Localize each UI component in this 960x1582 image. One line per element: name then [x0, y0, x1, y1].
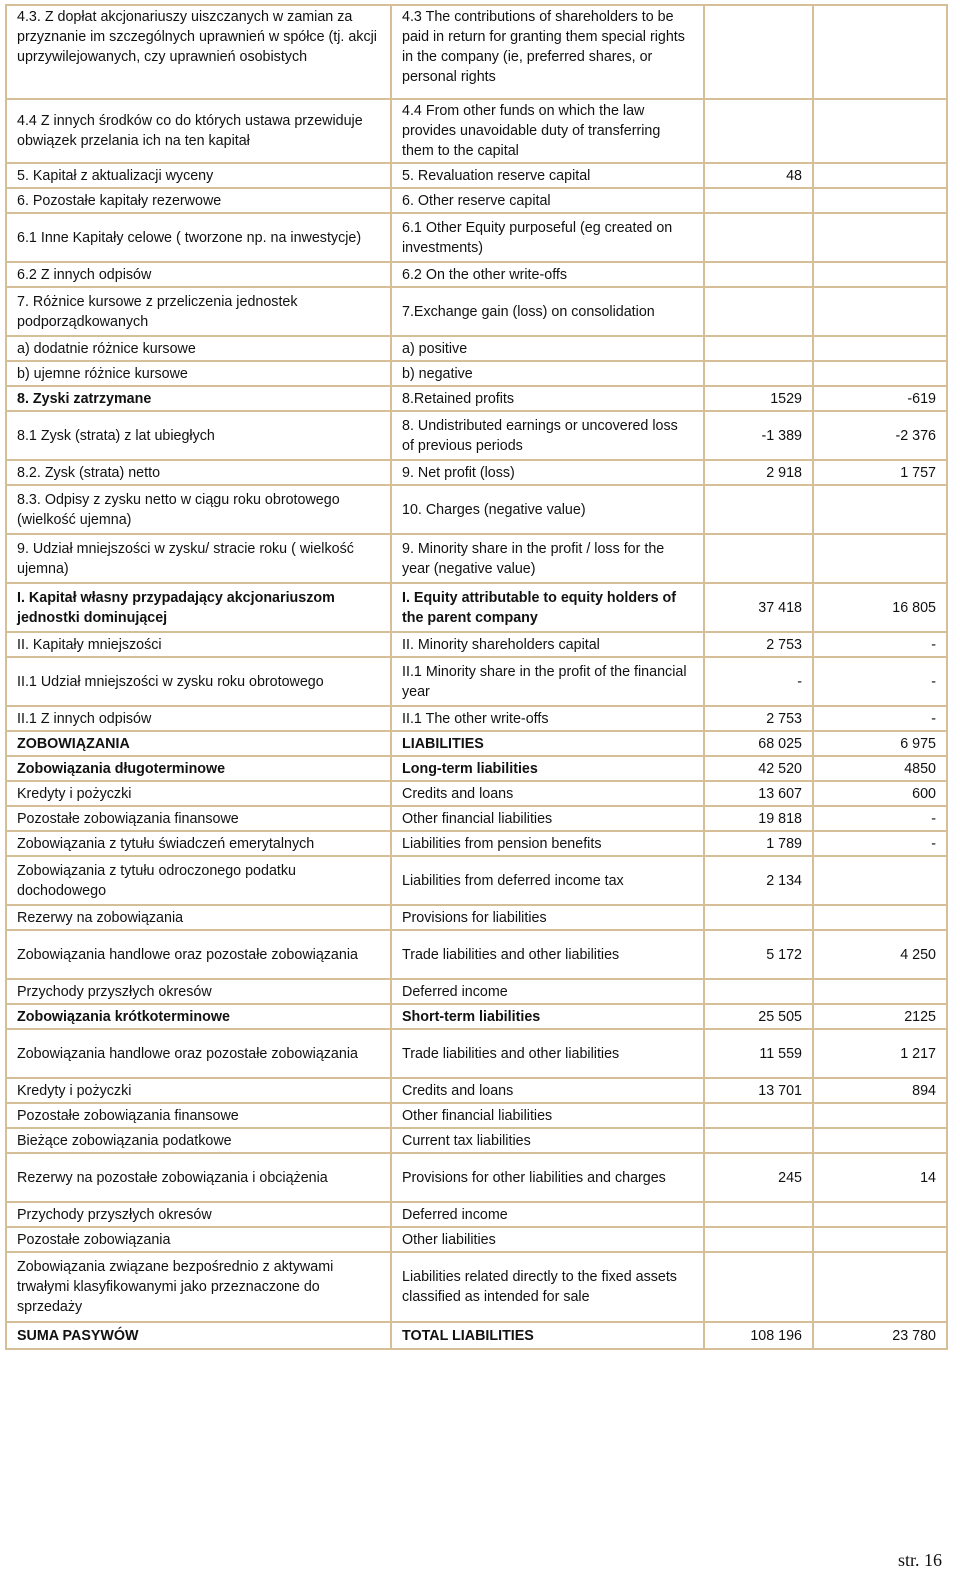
previous-period-value: 4850 [813, 756, 947, 781]
previous-period-value: 2125 [813, 1004, 947, 1029]
english-label-cell: Short-term liabilities [391, 1004, 704, 1029]
current-period-value: 68 025 [704, 731, 813, 756]
current-period-value [704, 287, 813, 336]
table-row [6, 411, 947, 460]
table-row [6, 163, 947, 188]
english-label-cell: Trade liabilities and other liabilities [391, 1029, 704, 1078]
current-period-value: 2 753 [704, 632, 813, 657]
table-row [6, 1029, 947, 1078]
table-row [6, 905, 947, 930]
previous-period-value: 1 217 [813, 1029, 947, 1078]
current-period-value [704, 1128, 813, 1153]
english-label-cell: Deferred income [391, 979, 704, 1004]
current-period-value: 19 818 [704, 806, 813, 831]
current-period-value [704, 336, 813, 361]
current-period-value: 2 918 [704, 460, 813, 485]
current-period-value: 1 789 [704, 831, 813, 856]
previous-period-value: - [813, 657, 947, 706]
table-row [6, 460, 947, 485]
polish-label-cell: Pozostałe zobowiązania [6, 1227, 391, 1252]
table-row [6, 262, 947, 287]
english-label-cell: Provisions for liabilities [391, 905, 704, 930]
table-row [6, 930, 947, 979]
previous-period-value [813, 1103, 947, 1128]
page-number: str. 16 [897, 1550, 942, 1570]
english-label-cell: 9. Minority share in the profit / loss for the year (negative value) [391, 534, 704, 583]
current-period-value: 245 [704, 1153, 813, 1202]
current-period-value [704, 99, 813, 163]
table-row [6, 1153, 947, 1202]
table-row [6, 99, 947, 163]
current-period-value [704, 534, 813, 583]
english-label-cell: 10. Charges (negative value) [391, 485, 704, 534]
previous-period-value [813, 213, 947, 262]
current-period-value: 42 520 [704, 756, 813, 781]
previous-period-value [813, 262, 947, 287]
previous-period-value: 16 805 [813, 583, 947, 632]
polish-label-cell: Zobowiązania handlowe oraz pozostałe zobowiązania [6, 930, 391, 979]
polish-label-cell: Zobowiązania związane bezpośrednio z aktywami trwałymi klasyfikowanymi jako przeznaczone do sprzedaży [6, 1252, 391, 1322]
polish-label-cell: 7. Różnice kursowe z przeliczenia jednostek podporządkowanych [6, 287, 391, 336]
previous-period-value [813, 287, 947, 336]
current-period-value: 25 505 [704, 1004, 813, 1029]
english-label-cell: I. Equity attributable to equity holders of the parent company [391, 583, 704, 632]
current-period-value: 1529 [704, 386, 813, 411]
current-period-value [704, 1202, 813, 1227]
english-label-cell: Provisions for other liabilities and charges [391, 1153, 704, 1202]
previous-period-value [813, 5, 947, 99]
polish-label-cell: Bieżące zobowiązania podatkowe [6, 1128, 391, 1153]
current-period-value: 108 196 [704, 1322, 813, 1349]
table-row [6, 336, 947, 361]
previous-period-value [813, 1202, 947, 1227]
english-label-cell: Liabilities from deferred income tax [391, 856, 704, 905]
polish-label-cell: 8.3. Odpisy z zysku netto w ciągu roku obrotowego (wielkość ujemna) [6, 485, 391, 534]
current-period-value: -1 389 [704, 411, 813, 460]
polish-label-cell: Rezerwy na pozostałe zobowiązania i obciążenia [6, 1153, 391, 1202]
english-label-cell: Liabilities related directly to the fixed assets classified as intended for sale [391, 1252, 704, 1322]
current-period-value [704, 905, 813, 930]
english-label-cell: 9. Net profit (loss) [391, 460, 704, 485]
previous-period-value: 1 757 [813, 460, 947, 485]
table-row [6, 1252, 947, 1322]
current-period-value [704, 485, 813, 534]
english-label-cell: a) positive [391, 336, 704, 361]
english-label-cell: Credits and loans [391, 1078, 704, 1103]
current-period-value: 37 418 [704, 583, 813, 632]
english-label-cell: Other financial liabilities [391, 806, 704, 831]
polish-label-cell: 6.1 Inne Kapitały celowe ( tworzone np. na inwestycje) [6, 213, 391, 262]
current-period-value: - [704, 657, 813, 706]
table-row [6, 485, 947, 534]
polish-label-cell: Przychody przyszłych okresów [6, 1202, 391, 1227]
polish-label-cell: 6.2 Z innych odpisów [6, 262, 391, 287]
previous-period-value [813, 99, 947, 163]
previous-period-value: - [813, 706, 947, 731]
previous-period-value: 23 780 [813, 1322, 947, 1349]
english-label-cell: II. Minority shareholders capital [391, 632, 704, 657]
current-period-value [704, 1252, 813, 1322]
english-label-cell: Other financial liabilities [391, 1103, 704, 1128]
polish-label-cell: Kredyty i pożyczki [6, 1078, 391, 1103]
table-row [6, 1128, 947, 1153]
table-row [6, 632, 947, 657]
polish-label-cell: Zobowiązania krótkoterminowe [6, 1004, 391, 1029]
previous-period-value [813, 485, 947, 534]
polish-label-cell: a) dodatnie różnice kursowe [6, 336, 391, 361]
table-row [6, 657, 947, 706]
polish-label-cell: b) ujemne różnice kursowe [6, 361, 391, 386]
current-period-value: 13 701 [704, 1078, 813, 1103]
table-row [6, 534, 947, 583]
english-label-cell: Liabilities from pension benefits [391, 831, 704, 856]
table-row [6, 386, 947, 411]
previous-period-value: - [813, 806, 947, 831]
english-label-cell: 8. Undistributed earnings or uncovered loss of previous periods [391, 411, 704, 460]
table-row [6, 1103, 947, 1128]
previous-period-value [813, 1128, 947, 1153]
current-period-value [704, 1103, 813, 1128]
table-row [6, 979, 947, 1004]
polish-label-cell: ZOBOWIĄZANIA [6, 731, 391, 756]
previous-period-value [813, 856, 947, 905]
previous-period-value: 14 [813, 1153, 947, 1202]
english-label-cell: Credits and loans [391, 781, 704, 806]
polish-label-cell: 5. Kapitał z aktualizacji wyceny [6, 163, 391, 188]
english-label-cell: 6.1 Other Equity purposeful (eg created on investments) [391, 213, 704, 262]
previous-period-value [813, 188, 947, 213]
table-row [6, 213, 947, 262]
current-period-value: 5 172 [704, 930, 813, 979]
polish-label-cell: 8.1 Zysk (strata) z lat ubiegłych [6, 411, 391, 460]
table-row [6, 287, 947, 336]
previous-period-value: 894 [813, 1078, 947, 1103]
polish-label-cell: Przychody przyszłych okresów [6, 979, 391, 1004]
table-row [6, 361, 947, 386]
table-row [6, 831, 947, 856]
table-row [6, 1202, 947, 1227]
english-label-cell: 5. Revaluation reserve capital [391, 163, 704, 188]
english-label-cell: 6. Other reserve capital [391, 188, 704, 213]
current-period-value [704, 979, 813, 1004]
previous-period-value [813, 163, 947, 188]
previous-period-value: 600 [813, 781, 947, 806]
english-label-cell: TOTAL LIABILITIES [391, 1322, 704, 1349]
previous-period-value: -2 376 [813, 411, 947, 460]
polish-label-cell: II. Kapitały mniejszości [6, 632, 391, 657]
previous-period-value [813, 1227, 947, 1252]
current-period-value: 2 753 [704, 706, 813, 731]
previous-period-value: - [813, 831, 947, 856]
english-label-cell: Current tax liabilities [391, 1128, 704, 1153]
previous-period-value [813, 979, 947, 1004]
table-row [6, 5, 947, 99]
balance-sheet-liabilities-table [5, 4, 948, 1350]
english-label-cell: 4.3 The contributions of shareholders to be paid in return for granting them special rights in the company (ie, preferred shares, or personal rights [391, 5, 704, 99]
polish-label-cell: II.1 Udział mniejszości w zysku roku obrotowego [6, 657, 391, 706]
polish-label-cell: Pozostałe zobowiązania finansowe [6, 1103, 391, 1128]
polish-label-cell: Zobowiązania z tytułu odroczonego podatku dochodowego [6, 856, 391, 905]
table-row [6, 781, 947, 806]
table-row [6, 1322, 947, 1349]
english-label-cell: 7.Exchange gain (loss) on consolidation [391, 287, 704, 336]
english-label-cell: Other liabilities [391, 1227, 704, 1252]
english-label-cell: 8.Retained profits [391, 386, 704, 411]
previous-period-value [813, 336, 947, 361]
current-period-value: 48 [704, 163, 813, 188]
previous-period-value: - [813, 632, 947, 657]
current-period-value [704, 1227, 813, 1252]
english-label-cell: LIABILITIES [391, 731, 704, 756]
table-row [6, 706, 947, 731]
english-label-cell: Trade liabilities and other liabilities [391, 930, 704, 979]
polish-label-cell: 8. Zyski zatrzymane [6, 386, 391, 411]
previous-period-value [813, 905, 947, 930]
english-label-cell: 6.2 On the other write-offs [391, 262, 704, 287]
english-label-cell: b) negative [391, 361, 704, 386]
current-period-value [704, 188, 813, 213]
previous-period-value [813, 534, 947, 583]
current-period-value [704, 5, 813, 99]
polish-label-cell: Rezerwy na zobowiązania [6, 905, 391, 930]
english-label-cell: 4.4 From other funds on which the law provides unavoidable duty of transferring them to the capital [391, 99, 704, 163]
polish-label-cell: Pozostałe zobowiązania finansowe [6, 806, 391, 831]
english-label-cell: Deferred income [391, 1202, 704, 1227]
table-row [6, 583, 947, 632]
polish-label-cell: 4.4 Z innych środków co do których ustawa przewiduje obwiązek przelania ich na ten kapitał [6, 99, 391, 163]
english-label-cell: II.1 Minority share in the profit of the financial year [391, 657, 704, 706]
table-row [6, 1078, 947, 1103]
previous-period-value: 6 975 [813, 731, 947, 756]
table-row [6, 188, 947, 213]
polish-label-cell: SUMA PASYWÓW [6, 1322, 391, 1349]
table-row [6, 1004, 947, 1029]
english-label-cell: II.1 The other write-offs [391, 706, 704, 731]
current-period-value: 13 607 [704, 781, 813, 806]
table-row [6, 806, 947, 831]
polish-label-cell: Zobowiązania handlowe oraz pozostałe zobowiązania [6, 1029, 391, 1078]
table-row [6, 1227, 947, 1252]
polish-label-cell: 4.3. Z dopłat akcjonariuszy uiszczanych w zamian za przyznanie im szczególnych uprawnień w spółce (tj. akcji uprzywilejowanych, czy uprawnień osobistych [6, 5, 391, 99]
polish-label-cell: Zobowiązania z tytułu świadczeń emerytalnych [6, 831, 391, 856]
polish-label-cell: I. Kapitał własny przypadający akcjonariuszom jednostki dominującej [6, 583, 391, 632]
current-period-value [704, 213, 813, 262]
english-label-cell: Long-term liabilities [391, 756, 704, 781]
polish-label-cell: II.1 Z innych odpisów [6, 706, 391, 731]
current-period-value: 11 559 [704, 1029, 813, 1078]
current-period-value: 2 134 [704, 856, 813, 905]
current-period-value [704, 361, 813, 386]
table-row [6, 731, 947, 756]
polish-label-cell: Zobowiązania długoterminowe [6, 756, 391, 781]
previous-period-value: -619 [813, 386, 947, 411]
previous-period-value [813, 1252, 947, 1322]
table-row [6, 756, 947, 781]
previous-period-value: 4 250 [813, 930, 947, 979]
polish-label-cell: 9. Udział mniejszości w zysku/ stracie roku ( wielkość ujemna) [6, 534, 391, 583]
current-period-value [704, 262, 813, 287]
polish-label-cell: 6. Pozostałe kapitały rezerwowe [6, 188, 391, 213]
table-body [6, 5, 947, 1349]
previous-period-value [813, 361, 947, 386]
polish-label-cell: Kredyty i pożyczki [6, 781, 391, 806]
table-row [6, 856, 947, 905]
polish-label-cell: 8.2. Zysk (strata) netto [6, 460, 391, 485]
